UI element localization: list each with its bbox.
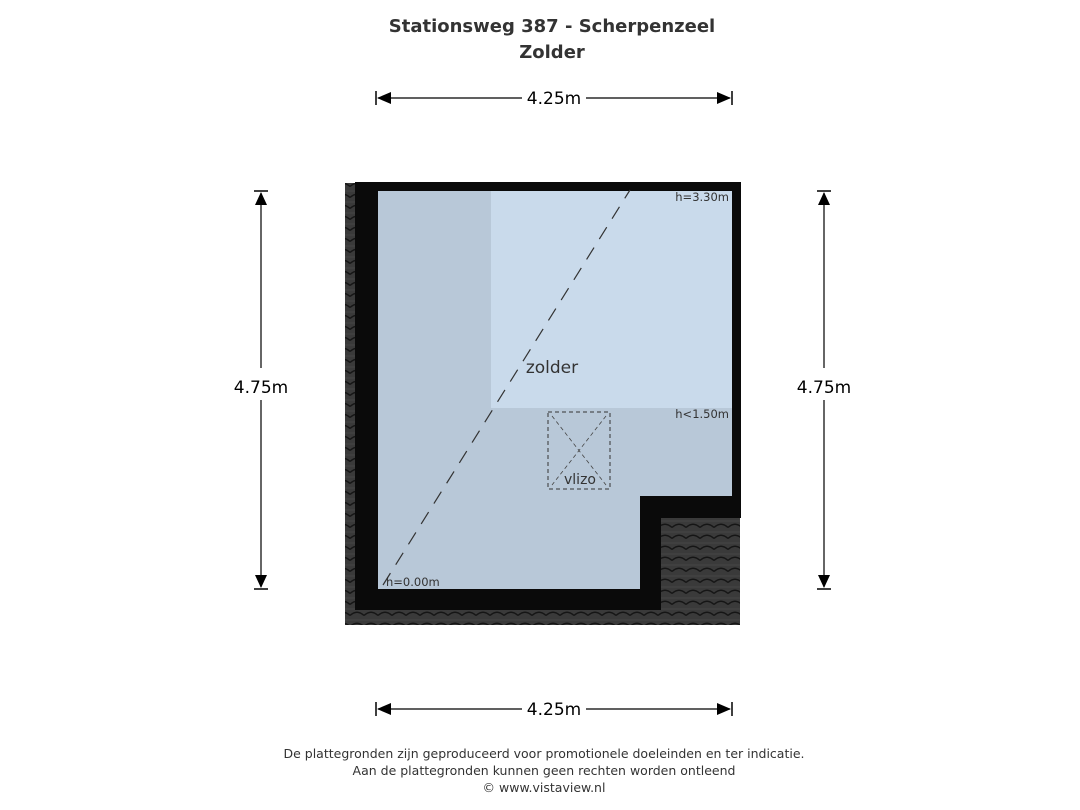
floor-title: Zolder bbox=[519, 42, 585, 63]
height-label-bottom: h=0.00m bbox=[386, 575, 440, 589]
copyright-line: © www.vistaview.nl bbox=[482, 780, 606, 795]
dimension-right-label: 4.75m bbox=[796, 378, 852, 398]
dimension-bottom bbox=[376, 700, 732, 720]
dimension-top bbox=[376, 89, 732, 109]
height-label-middle: h<1.50m bbox=[675, 407, 729, 421]
disclaimer-line-2: Aan de plattegronden kunnen geen rechten worden ontleend bbox=[352, 763, 736, 778]
room-label-zolder: zolder bbox=[525, 358, 579, 378]
disclaimer-line-1: De plattegronden zijn geproduceerd voor promotionele doeleinden en ter indicatie. bbox=[283, 746, 805, 761]
dimension-left bbox=[234, 191, 288, 589]
address-title: Stationsweg 387 - Scherpenzeel bbox=[388, 16, 716, 37]
height-label-top: h=3.30m bbox=[675, 190, 729, 204]
dimension-left-label: 4.75m bbox=[233, 378, 289, 398]
roof-tiles-bottom bbox=[345, 608, 740, 625]
room-label-vlizo: vlizo bbox=[564, 472, 596, 488]
dimension-top-label: 4.25m bbox=[526, 89, 582, 109]
dimension-right bbox=[797, 191, 851, 589]
dimension-bottom-label: 4.25m bbox=[526, 700, 582, 720]
